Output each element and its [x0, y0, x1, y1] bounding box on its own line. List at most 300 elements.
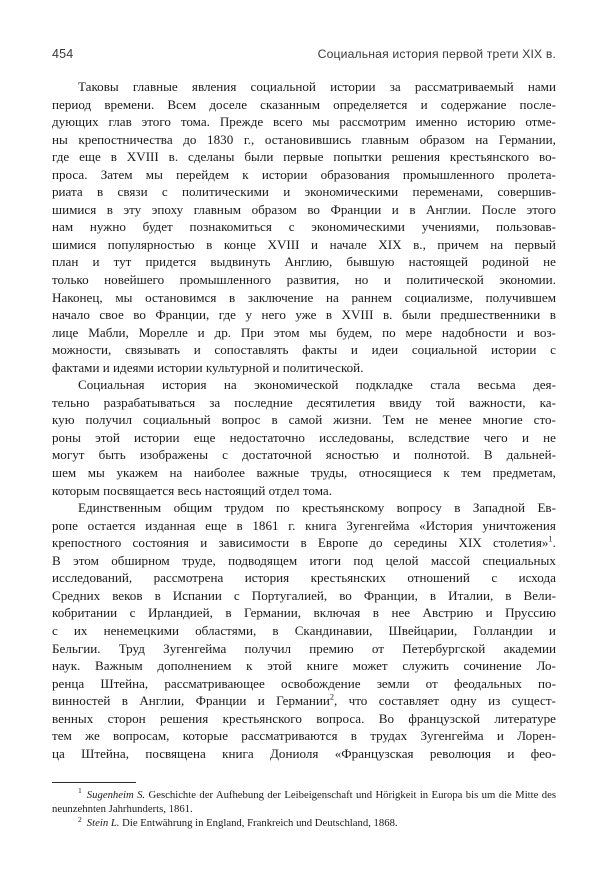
footnote-separator-rule [52, 782, 136, 783]
text-line [52, 78, 556, 96]
word: перейдем [176, 166, 230, 182]
word: в [206, 236, 213, 252]
word: Вели- [523, 587, 556, 603]
word: родиной [482, 254, 530, 270]
word: сочинение [463, 658, 522, 674]
word: вопросам, [113, 728, 170, 744]
word: ясностью [325, 447, 379, 463]
word: придется [145, 254, 197, 270]
word: в [409, 201, 416, 217]
word: промышленного [402, 166, 495, 182]
word: образом [419, 131, 465, 147]
word: решения [391, 149, 440, 165]
word: шем [52, 465, 77, 481]
word: от [425, 675, 438, 691]
word: развития, [286, 272, 340, 288]
word: же [85, 728, 100, 744]
word: до [369, 535, 383, 551]
word: по [276, 500, 290, 516]
word: «История [419, 517, 473, 533]
word: и [392, 447, 400, 463]
word: Западной [472, 500, 526, 516]
word: Важным [95, 658, 143, 674]
word: Штейна, [81, 745, 129, 761]
word: него [261, 307, 286, 323]
word: одну [450, 693, 477, 709]
word: на [490, 236, 504, 252]
text-line [52, 411, 556, 429]
word: с [222, 447, 228, 463]
text-line [52, 113, 556, 131]
footnote-item [52, 788, 556, 816]
word: XVIII [267, 236, 300, 252]
word: самой [288, 412, 323, 428]
word: Тем [382, 412, 405, 428]
word: крестьянского [222, 710, 302, 726]
word: период [52, 96, 92, 112]
word: сто- [533, 412, 556, 428]
word: десятилетия [306, 394, 376, 410]
word: факты [302, 342, 338, 358]
word: главным [361, 131, 409, 147]
word: «Французская [334, 745, 414, 761]
word: нее [391, 605, 411, 621]
word: 1861 [252, 517, 279, 533]
text-line [52, 148, 556, 166]
page-number: 454 [52, 47, 74, 61]
text-line [52, 341, 556, 359]
word: могут [52, 447, 85, 463]
word: включая [313, 605, 361, 621]
text-line [52, 201, 556, 219]
word: многие [482, 412, 523, 428]
word: Европе [317, 535, 359, 551]
word: эпоху [151, 201, 184, 217]
word: были [401, 307, 431, 323]
text-line [52, 131, 556, 149]
word: еще [205, 517, 227, 533]
word: мы [309, 324, 327, 340]
footnote-number: 1 [78, 786, 82, 796]
word: на [169, 465, 183, 481]
word: зависимости [218, 535, 290, 551]
word: всего [273, 114, 303, 130]
word: по [382, 324, 396, 340]
word: тем [52, 728, 72, 744]
word: целой [385, 552, 419, 568]
word: академии [503, 640, 556, 656]
word: на [223, 377, 237, 393]
word: венных [52, 710, 94, 726]
word: Швейцарии, [388, 622, 458, 638]
word: Англии, [139, 693, 185, 709]
word: этом [273, 324, 300, 340]
word: сказанным [260, 96, 321, 112]
word: познакомиться [189, 219, 272, 235]
word: начало [52, 307, 90, 323]
word: шимися [52, 236, 97, 252]
text-line [52, 271, 556, 289]
word: история [244, 570, 290, 586]
word: к [246, 658, 253, 674]
word: труды, [310, 465, 348, 481]
word: роны [52, 429, 81, 445]
word: вопроса. [316, 710, 365, 726]
word: и [193, 342, 201, 358]
word: общим [173, 500, 213, 516]
word: тем [461, 465, 482, 481]
word: истории [330, 79, 376, 94]
word: Скандинавии, [294, 622, 373, 638]
word: заключение [247, 289, 314, 305]
word: этой [95, 429, 120, 445]
word: уже [295, 307, 317, 323]
word: важности, [469, 394, 526, 410]
word: не [415, 412, 429, 428]
word: явления [191, 79, 237, 94]
footnote-author: Stein L. [86, 817, 120, 830]
word: составляет [378, 693, 439, 709]
word: образования [320, 166, 390, 182]
word: за [389, 79, 401, 94]
word: первые [283, 149, 324, 165]
word: рассматриваемый [414, 79, 514, 94]
word: дальней- [506, 447, 556, 463]
word: столетия»$^1$. [493, 534, 556, 551]
word: Франции [330, 201, 382, 217]
word: доселе [209, 96, 248, 112]
word: получил [244, 640, 292, 656]
word: с [129, 605, 136, 621]
footnote-number: 2 [78, 814, 82, 824]
word: времени. [104, 96, 155, 112]
word: в [350, 728, 357, 744]
word: мере [405, 324, 433, 340]
word: состояния [132, 535, 189, 551]
word: и [548, 622, 556, 638]
word: экономии. [499, 272, 556, 288]
word: нужно [89, 219, 126, 235]
word: идеи [371, 342, 399, 358]
word: Голландии [473, 622, 533, 638]
word: полнотой. [414, 447, 470, 463]
word: крепостного [52, 535, 122, 551]
word: пролета- [507, 166, 556, 182]
word: главным [193, 201, 242, 217]
word: этого [141, 114, 171, 130]
text-line [52, 96, 556, 114]
word: специальных [482, 552, 556, 568]
word: После [481, 201, 517, 217]
word: в [236, 517, 243, 533]
word: итоги [309, 552, 341, 568]
word: в [121, 693, 128, 709]
word: в [272, 622, 279, 638]
word: отме- [525, 114, 556, 130]
text-line [52, 324, 556, 342]
word: определяется [333, 96, 408, 112]
text-line [52, 552, 556, 570]
footnote-text: Die Entwährung in England, Frankreich und Deutschland, 1868. [119, 817, 398, 830]
word: и [521, 429, 529, 445]
word: укажем [116, 465, 158, 481]
word: книга [222, 745, 254, 761]
word: Социальная [78, 377, 145, 393]
word: Петербургской [402, 640, 486, 656]
text-line-last: которым посвящается весь настоящий отдел тома. [52, 482, 332, 498]
word: важные [256, 465, 300, 481]
word: проса. [52, 166, 88, 182]
word: в [229, 289, 236, 305]
text-line [52, 464, 556, 482]
word: что [348, 693, 368, 709]
word: Бельгии. [52, 640, 101, 656]
word: этом [73, 552, 99, 568]
word: Англии. [426, 201, 472, 217]
body-text-block [52, 78, 556, 762]
word: Единственным [78, 500, 162, 516]
word: Штейна, [100, 675, 149, 691]
word: с [52, 622, 58, 638]
word: но [354, 272, 369, 288]
word: по- [538, 675, 556, 691]
word: книге [306, 658, 339, 674]
word: Испании [172, 587, 222, 603]
word: Германии, [498, 131, 556, 147]
word: с [233, 587, 240, 603]
word: будем, [336, 324, 373, 340]
footnote-author: Sugenheim S. [86, 789, 146, 801]
word: остановимся [145, 289, 217, 305]
word: к [242, 166, 249, 182]
word: пользовав- [496, 219, 556, 235]
word: с [491, 570, 498, 586]
word: с [288, 219, 295, 235]
footnote-marker[interactable]: 2 [329, 692, 335, 702]
word: учениями, [421, 219, 480, 235]
word: социальной [250, 79, 316, 94]
word: из [488, 693, 501, 709]
word: социализме, [404, 289, 473, 305]
word: ненемецкими [103, 622, 179, 638]
word: ввиду [389, 394, 422, 410]
word: менее [438, 412, 472, 428]
word: глав [108, 114, 132, 130]
word: содержание [440, 96, 507, 112]
word: Всем [167, 96, 197, 112]
word: посвящена [145, 745, 206, 761]
word: Таковы [78, 79, 119, 94]
word: быть [98, 447, 126, 463]
word: раннем [351, 289, 392, 305]
word: др. [214, 324, 232, 340]
text-line [52, 727, 556, 745]
word: и [257, 693, 265, 709]
word: Франции, [363, 587, 418, 603]
footnote-text: Geschichte der Aufhebung der Leibeigenschaft und Hörigkeit in Europa bis um die Mitte des neunzehnten Jahrhunderts, 1861. [52, 789, 556, 816]
word: переменами, [412, 184, 484, 200]
text-line [52, 640, 556, 658]
word: истории [490, 342, 537, 358]
word: Ирландией, [147, 605, 213, 621]
word: дея- [533, 377, 556, 393]
word: сделаны [188, 149, 235, 165]
word: XIX [458, 535, 482, 551]
word: крестьянскому [302, 500, 385, 516]
word: риата [52, 184, 83, 200]
text-line [52, 183, 556, 201]
word: массой [430, 552, 471, 568]
text-line [52, 289, 556, 307]
text-line [52, 306, 556, 324]
text-line [52, 710, 556, 728]
text-line-last: фактами и идеями истории культурной и политической. [52, 359, 364, 375]
text-line [52, 657, 556, 675]
word: бывшую [346, 254, 395, 270]
word: в [505, 587, 512, 603]
word: исследований, [52, 570, 133, 586]
word: отношений [407, 570, 470, 586]
word: и [200, 535, 208, 551]
text-line [52, 604, 556, 622]
word: книга [305, 517, 337, 533]
word: достаточной [242, 447, 312, 463]
word: за [209, 394, 221, 410]
footnotes-section [52, 782, 556, 831]
paragraph [52, 376, 556, 499]
word: и [283, 184, 291, 200]
word: крепостничества [78, 131, 173, 147]
word: изображены [139, 447, 209, 463]
word: только [52, 272, 89, 288]
word: областями, [195, 622, 257, 638]
word: г., [243, 131, 255, 147]
word: и [92, 254, 100, 270]
word: в [106, 201, 113, 217]
word: XVIII [126, 149, 159, 165]
word: ны [52, 131, 68, 147]
word: образом [251, 201, 297, 217]
word: с [550, 342, 556, 358]
word: ренца [52, 675, 85, 691]
footnote-marker[interactable]: 1 [548, 534, 553, 544]
word: связывать [124, 342, 180, 358]
word: подводящем [228, 552, 298, 568]
word: в [429, 587, 437, 603]
word: винностей [52, 693, 111, 709]
text-line [52, 253, 556, 271]
text-line [52, 675, 556, 693]
word: обширном [111, 552, 170, 568]
text-line [52, 236, 556, 254]
word: служить [402, 658, 449, 674]
word: остановившись [264, 131, 352, 147]
word: воз- [533, 324, 556, 340]
word: Средних [52, 587, 101, 603]
word: Зугенгейма [420, 728, 484, 744]
word: в., [413, 236, 426, 252]
word: Дониоля [269, 745, 319, 761]
word: весьма [477, 377, 516, 393]
word: настоящей [408, 254, 468, 270]
text-line [52, 446, 556, 464]
text-line [52, 534, 556, 552]
word: может [352, 658, 388, 674]
text-line [52, 569, 556, 587]
word: Франции [195, 693, 247, 709]
text-line [52, 429, 556, 447]
text-line [52, 517, 556, 535]
word: экономическими [311, 219, 405, 235]
word: Наконец, [52, 289, 103, 305]
word: Мабли, [88, 324, 129, 340]
word: В [483, 447, 493, 463]
word: и [485, 605, 493, 621]
word: кобритании [52, 605, 118, 621]
word: остается [87, 517, 136, 533]
word: в [154, 587, 161, 603]
text-line [52, 622, 556, 640]
word: в [271, 412, 278, 428]
word: Германии$^2$, [276, 692, 338, 709]
word: были [244, 149, 274, 165]
word: Прежде [219, 114, 264, 130]
word: промышленного [179, 272, 272, 288]
word: социальной [411, 342, 478, 358]
word: к [443, 465, 450, 481]
word: и [507, 745, 515, 761]
word: разрабатываться [103, 394, 196, 410]
paragraph [52, 78, 556, 376]
word: крестьянских [310, 570, 386, 586]
word: вопрос [221, 412, 261, 428]
text-line [52, 692, 556, 710]
word: мы [312, 114, 330, 130]
word: в [549, 307, 556, 323]
word: после- [519, 96, 556, 112]
text-line [52, 499, 556, 517]
word: в [454, 500, 461, 516]
word: до [183, 131, 197, 147]
word: исхода [518, 570, 556, 586]
word: решения [160, 710, 209, 726]
word: политическими [182, 184, 269, 200]
word: последние [234, 394, 293, 410]
word: истории [134, 429, 180, 445]
word: во- [538, 149, 556, 165]
word: жизни. [333, 412, 372, 428]
word: фео- [530, 745, 556, 761]
word: подкладке [355, 377, 413, 393]
paragraph [52, 499, 556, 762]
word: этой [267, 658, 292, 674]
word: Франции, [155, 307, 210, 323]
word: революция [429, 745, 492, 761]
word: Пруссию [505, 605, 556, 621]
word: и [496, 728, 504, 744]
word: литературе [494, 710, 556, 726]
word: начале [329, 236, 367, 252]
word: экономическими [304, 184, 399, 200]
word: сторон [107, 710, 146, 726]
word: получившем [485, 289, 556, 305]
word: политической [406, 272, 484, 288]
word: феодальных [453, 675, 522, 691]
word: Во [378, 710, 395, 726]
word: в [225, 605, 232, 621]
word: премию [309, 640, 354, 656]
word: в [372, 605, 379, 621]
